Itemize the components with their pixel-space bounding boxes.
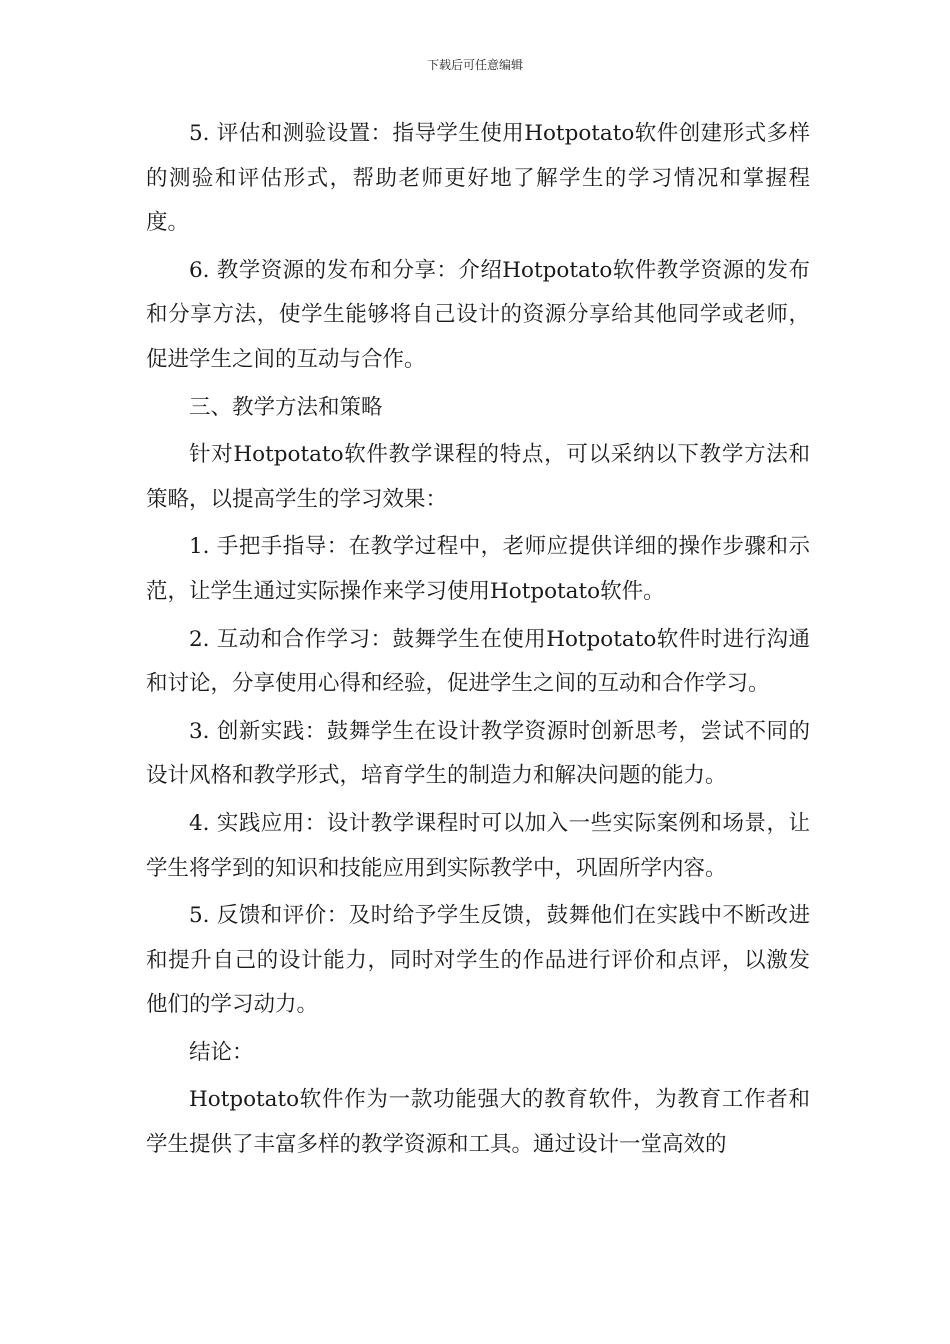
paragraph-interactive-learning: 2. 互动和合作学习：鼓舞学生在使用Hotpotato软件时进行沟通和讨论，分享使用心得和经验，促进学生之间的互动和合作学习。 [146, 626, 810, 697]
page-header: 下载后可任意编辑 [426, 58, 523, 72]
paragraph-practical-application: 4. 实践应用：设计教学课程时可以加入一些实际案例和场景，让学生将学到的知识和技能应用到实际教学中，巩固所学内容。 [146, 810, 810, 881]
paragraph-conclusion: Hotpotato软件作为一款功能强大的教育软件，为教育工作者和学生提供了丰富多样的教学资源和工具。通过设计一堂高效的 [146, 1087, 810, 1158]
paragraph-methods-intro: 针对Hotpotato软件教学课程的特点，可以采纳以下教学方法和策略，以提高学生的学习效果： [146, 442, 810, 512]
paragraph-hands-on-guidance: 1. 手把手指导：在教学过程中，老师应提供详细的操作步骤和示范，让学生通过实际操作来学习使用Hotpotato软件。 [146, 534, 810, 604]
paragraph-resource-sharing: 6. 教学资源的发布和分享：介绍Hotpotato软件教学资源的发布和分享方法，使学生能够将自己设计的资源分享给其他同学或老师，促进学生之间的互动与合作。 [146, 257, 810, 372]
section-heading-conclusion: 结论： [189, 1039, 254, 1065]
paragraph-assessment-setup: 5. 评估和测验设置：指导学生使用Hotpotato软件创建形式多样的测验和评估形式，帮助老师更好地了解学生的学习情况和掌握程度。 [146, 121, 810, 236]
section-heading-methods: 三、教学方法和策略 [189, 394, 383, 420]
document-body [146, 112, 810, 1171]
paragraph-feedback-evaluation: 5. 反馈和评价：及时给予学生反馈，鼓舞他们在实践中不断改进和提升自己的设计能力，同时对学生的作品进行评价和点评，以激发他们的学习动力。 [146, 903, 810, 1018]
paragraph-innovative-practice: 3. 创新实践：鼓舞学生在设计教学资源时创新思考，尝试不同的设计风格和教学形式，培育学生的制造力和解决问题的能力。 [146, 718, 810, 789]
